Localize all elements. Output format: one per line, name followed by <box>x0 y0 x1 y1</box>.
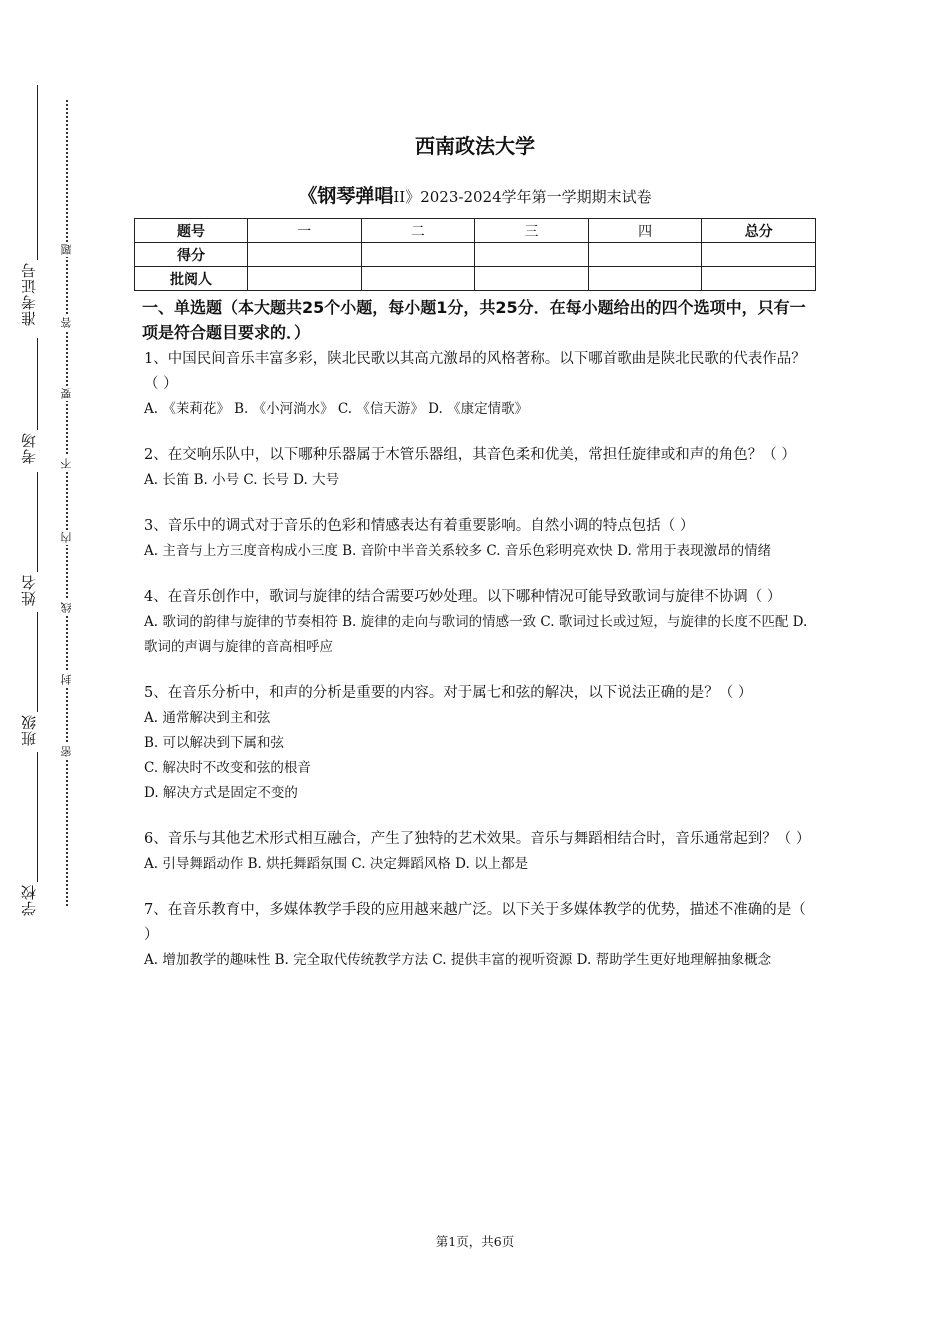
grader-row <box>135 267 816 291</box>
question-options: A. 主音与上方三度音构成小三度 B. 音阶中半音关系较多 C. 音乐色彩明亮欢快 D. 常用于表现激昂的情绪 <box>144 543 772 559</box>
question-section <box>142 295 811 994</box>
score-table-header-row <box>135 219 816 243</box>
question-item <box>144 898 808 973</box>
seal-char: 要 <box>60 388 73 399</box>
header-cell: 题号 <box>135 219 248 243</box>
grader-cell[interactable] <box>248 267 362 291</box>
score-cell[interactable] <box>361 243 475 267</box>
seal-char: 答 <box>60 317 73 328</box>
score-row <box>135 243 816 267</box>
question-options: A. 歌词的韵律与旋律的节奏相符 B. 旋律的走向与歌词的情感一致 C. 歌词过长或过短，与旋律的长度不匹配 D. 歌词的声调与旋律的音高相呼应 <box>144 614 808 655</box>
school-name: 西南政法大学 <box>415 134 535 158</box>
option-d: D. 解决方式是固定不变的 <box>144 785 298 801</box>
exam-number-label: 准考证号 <box>20 262 38 326</box>
grader-cell[interactable] <box>588 267 702 291</box>
header-cell: 四 <box>588 219 702 243</box>
grader-cell[interactable] <box>475 267 589 291</box>
question-options: A. 增加教学的趣味性 B. 完全取代传统教学方法 C. 提供丰富的视听资源 D. 帮助学生更好地理解抽象概念 <box>144 952 772 968</box>
question-stem: 5、在音乐分析中，和声的分析是重要的内容。对于属七和弦的解决，以下说法正确的是？（ ） <box>144 685 753 701</box>
header-cell: 三 <box>475 219 589 243</box>
binding-line <box>37 472 38 572</box>
binding-line <box>37 752 38 882</box>
row-label: 得分 <box>135 243 248 267</box>
page-number: 第1页，共6页 <box>435 1234 515 1249</box>
score-cell[interactable] <box>475 243 589 267</box>
question-item <box>144 681 808 806</box>
seal-char: 不 <box>60 458 73 469</box>
question-stem: 2、在交响乐队中，以下哪种乐器属于木管乐器组，其音色柔和优美，常担任旋律或和声的角色？（ ） <box>144 447 796 463</box>
seal-char: 内 <box>60 532 73 543</box>
grader-cell[interactable] <box>361 267 475 291</box>
header-cell: 二 <box>361 219 475 243</box>
question-item <box>144 443 808 493</box>
row-label: 批阅人 <box>135 267 248 291</box>
class-label: 班级 <box>20 714 38 746</box>
question-item <box>144 347 808 422</box>
exam-term: II》2023-2024学年第一学期期末试卷 <box>393 188 652 206</box>
binding-line <box>37 85 38 260</box>
header-cell: 总分 <box>702 219 816 243</box>
option-a: A. 通常解决到主和弦 <box>144 710 271 726</box>
question-item <box>144 514 808 564</box>
header-cell: 一 <box>248 219 362 243</box>
question-options: A. 引导舞蹈动作 B. 烘托舞蹈氛围 C. 决定舞蹈风格 D. 以上都是 <box>144 856 529 872</box>
seal-dotted-line <box>66 100 68 906</box>
name-label: 姓名 <box>20 574 38 606</box>
score-cell[interactable] <box>248 243 362 267</box>
seal-char: 线 <box>60 602 73 613</box>
score-cell[interactable] <box>588 243 702 267</box>
question-stem: 1、中国民间音乐丰富多彩，陕北民歌以其高亢激昂的风格著称。以下哪首歌曲是陕北民歌的代表作品？（ ） <box>144 351 806 392</box>
section-heading: 一、单选题（本大题共25个小题，每小题1分，共25分．在每小题给出的四个选项中，只有一项是符合题目要求的．） <box>142 298 806 342</box>
question-options: A. 长笛 B. 小号 C. 长号 D. 大号 <box>144 472 340 488</box>
question-item <box>144 585 808 660</box>
exam-title <box>0 181 950 208</box>
exam-room-label: 考场 <box>20 432 38 464</box>
seal-char: 密 <box>60 746 73 757</box>
question-stem: 4、在音乐创作中，歌词与旋律的结合需要巧妙处理。以下哪种情况可能导致歌词与旋律不协调（ ） <box>144 589 782 605</box>
binding-line <box>37 338 38 430</box>
question-item <box>144 827 811 877</box>
question-stem: 3、音乐中的调式对于音乐的色彩和情感表达有着重要影响。自然小调的特点包括（ ） <box>144 518 695 534</box>
course-name: 《钢琴弹唱 <box>298 185 394 207</box>
binding-line <box>37 612 38 712</box>
option-b: B. 可以解决到下属和弦 <box>144 735 285 751</box>
grader-cell[interactable] <box>702 267 816 291</box>
option-c: C. 解决时不改变和弦的根音 <box>144 760 311 776</box>
score-table <box>134 218 816 291</box>
seal-char: 题 <box>60 244 73 255</box>
question-options: A. 《茉莉花》 B. 《小河淌水》 C. 《信天游》 D. 《康定情歌》 <box>144 401 529 417</box>
school-label: 学校 <box>20 884 38 916</box>
question-stem: 7、在音乐教育中，多媒体教学手段的应用越来越广泛。以下关于多媒体教学的优势，描述不准确的是（ ） <box>144 902 806 943</box>
seal-char: 封 <box>60 674 73 685</box>
question-stem: 6、音乐与其他艺术形式相互融合，产生了独特的艺术效果。音乐与舞蹈相结合时，音乐通常起到？（ ） <box>144 831 811 847</box>
score-cell[interactable] <box>702 243 816 267</box>
